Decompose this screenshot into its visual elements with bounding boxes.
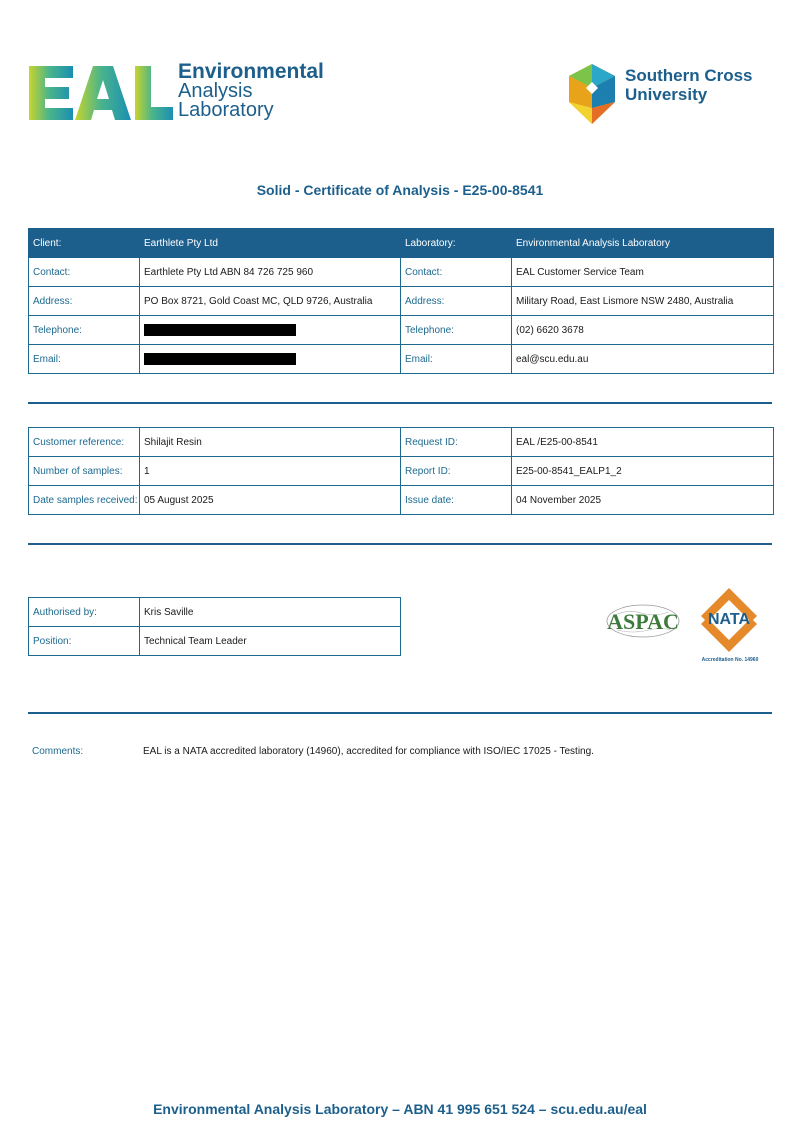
lab-address-label: Address:	[401, 287, 512, 316]
customer-reference-label: Customer reference:	[29, 428, 140, 457]
client-value: Earthlete Pty Ltd	[140, 229, 401, 258]
authorised-by-label: Authorised by:	[29, 598, 140, 627]
table-row	[29, 316, 774, 345]
comments-label: Comments:	[32, 746, 84, 757]
scu-logo-line1: Southern Cross	[625, 66, 753, 85]
table-row	[29, 457, 774, 486]
eal-logo-line3: Laboratory	[178, 99, 274, 121]
lab-telephone-label: Telephone:	[401, 316, 512, 345]
number-of-samples-label: Number of samples:	[29, 457, 140, 486]
section-divider	[28, 712, 772, 714]
client-telephone-value	[140, 316, 401, 345]
lab-contact-value: EAL Customer Service Team	[512, 258, 774, 287]
customer-reference-value: Shilajit Resin	[140, 428, 401, 457]
position-value: Technical Team Leader	[140, 627, 401, 656]
client-contact-label: Contact:	[29, 258, 140, 287]
eal-logo	[27, 62, 347, 130]
scu-logo-line2: University	[625, 85, 708, 104]
lab-contact-label: Contact:	[401, 258, 512, 287]
lab-email-value: eal@scu.edu.au	[512, 345, 774, 374]
scu-shield-icon	[567, 62, 617, 126]
request-id-label: Request ID:	[401, 428, 512, 457]
aspac-logo-text: ASPAC	[607, 609, 679, 634]
issue-date-label: Issue date:	[401, 486, 512, 515]
nata-logo	[697, 586, 761, 666]
table-row	[29, 598, 401, 627]
request-id-value: EAL /E25-00-8541	[512, 428, 774, 457]
laboratory-label: Laboratory:	[401, 229, 512, 258]
client-lab-table	[28, 228, 774, 374]
table-row	[29, 345, 774, 374]
table-row	[29, 229, 774, 258]
reference-table	[28, 427, 774, 515]
section-divider	[28, 543, 772, 545]
report-id-value: E25-00-8541_EALP1_2	[512, 457, 774, 486]
client-label: Client:	[29, 229, 140, 258]
lab-telephone-value: (02) 6620 3678	[512, 316, 774, 345]
authorised-by-value: Kris Saville	[140, 598, 401, 627]
table-row	[29, 287, 774, 316]
eal-logo-text	[178, 62, 324, 120]
authorisation-table	[28, 597, 401, 656]
client-address-label: Address:	[29, 287, 140, 316]
eal-letters-logo	[27, 62, 175, 124]
lab-email-label: Email:	[401, 345, 512, 374]
table-row	[29, 627, 401, 656]
table-row	[29, 486, 774, 515]
report-id-label: Report ID:	[401, 457, 512, 486]
lab-address-value: Military Road, East Lismore NSW 2480, Australia	[512, 287, 774, 316]
page-footer: Environmental Analysis Laboratory – ABN 41 995 651 524 – scu.edu.au/eal	[153, 1101, 647, 1117]
client-contact-value: Earthlete Pty Ltd ABN 84 726 725 960	[140, 258, 401, 287]
redaction-bar	[144, 324, 296, 336]
client-address-value: PO Box 8721, Gold Coast MC, QLD 9726, Australia	[140, 287, 401, 316]
section-divider	[28, 402, 772, 404]
date-received-value: 05 August 2025	[140, 486, 401, 515]
number-of-samples-value: 1	[140, 457, 401, 486]
eal-logo-line2: Analysis	[178, 80, 253, 102]
eal-logo-line1: Environmental	[178, 60, 324, 83]
scu-logo	[567, 62, 777, 128]
client-email-value	[140, 345, 401, 374]
comments-text: EAL is a NATA accredited laboratory (14960), accredited for compliance with ISO/IEC 17025 - Testing.	[143, 746, 594, 757]
nata-logo-text: NATA	[707, 611, 751, 628]
laboratory-value: Environmental Analysis Laboratory	[512, 229, 774, 258]
table-row	[29, 258, 774, 287]
aspac-logo	[603, 600, 683, 640]
table-row	[29, 428, 774, 457]
client-telephone-label: Telephone:	[29, 316, 140, 345]
scu-logo-text	[625, 66, 753, 104]
issue-date-value: 04 November 2025	[512, 486, 774, 515]
page-title: Solid - Certificate of Analysis - E25-00-8541	[256, 182, 544, 198]
redaction-bar	[144, 353, 296, 365]
position-label: Position:	[29, 627, 140, 656]
nata-accreditation-number: Accreditation No. 14960	[701, 657, 759, 663]
client-email-label: Email:	[29, 345, 140, 374]
date-received-label: Date samples received:	[29, 486, 140, 515]
